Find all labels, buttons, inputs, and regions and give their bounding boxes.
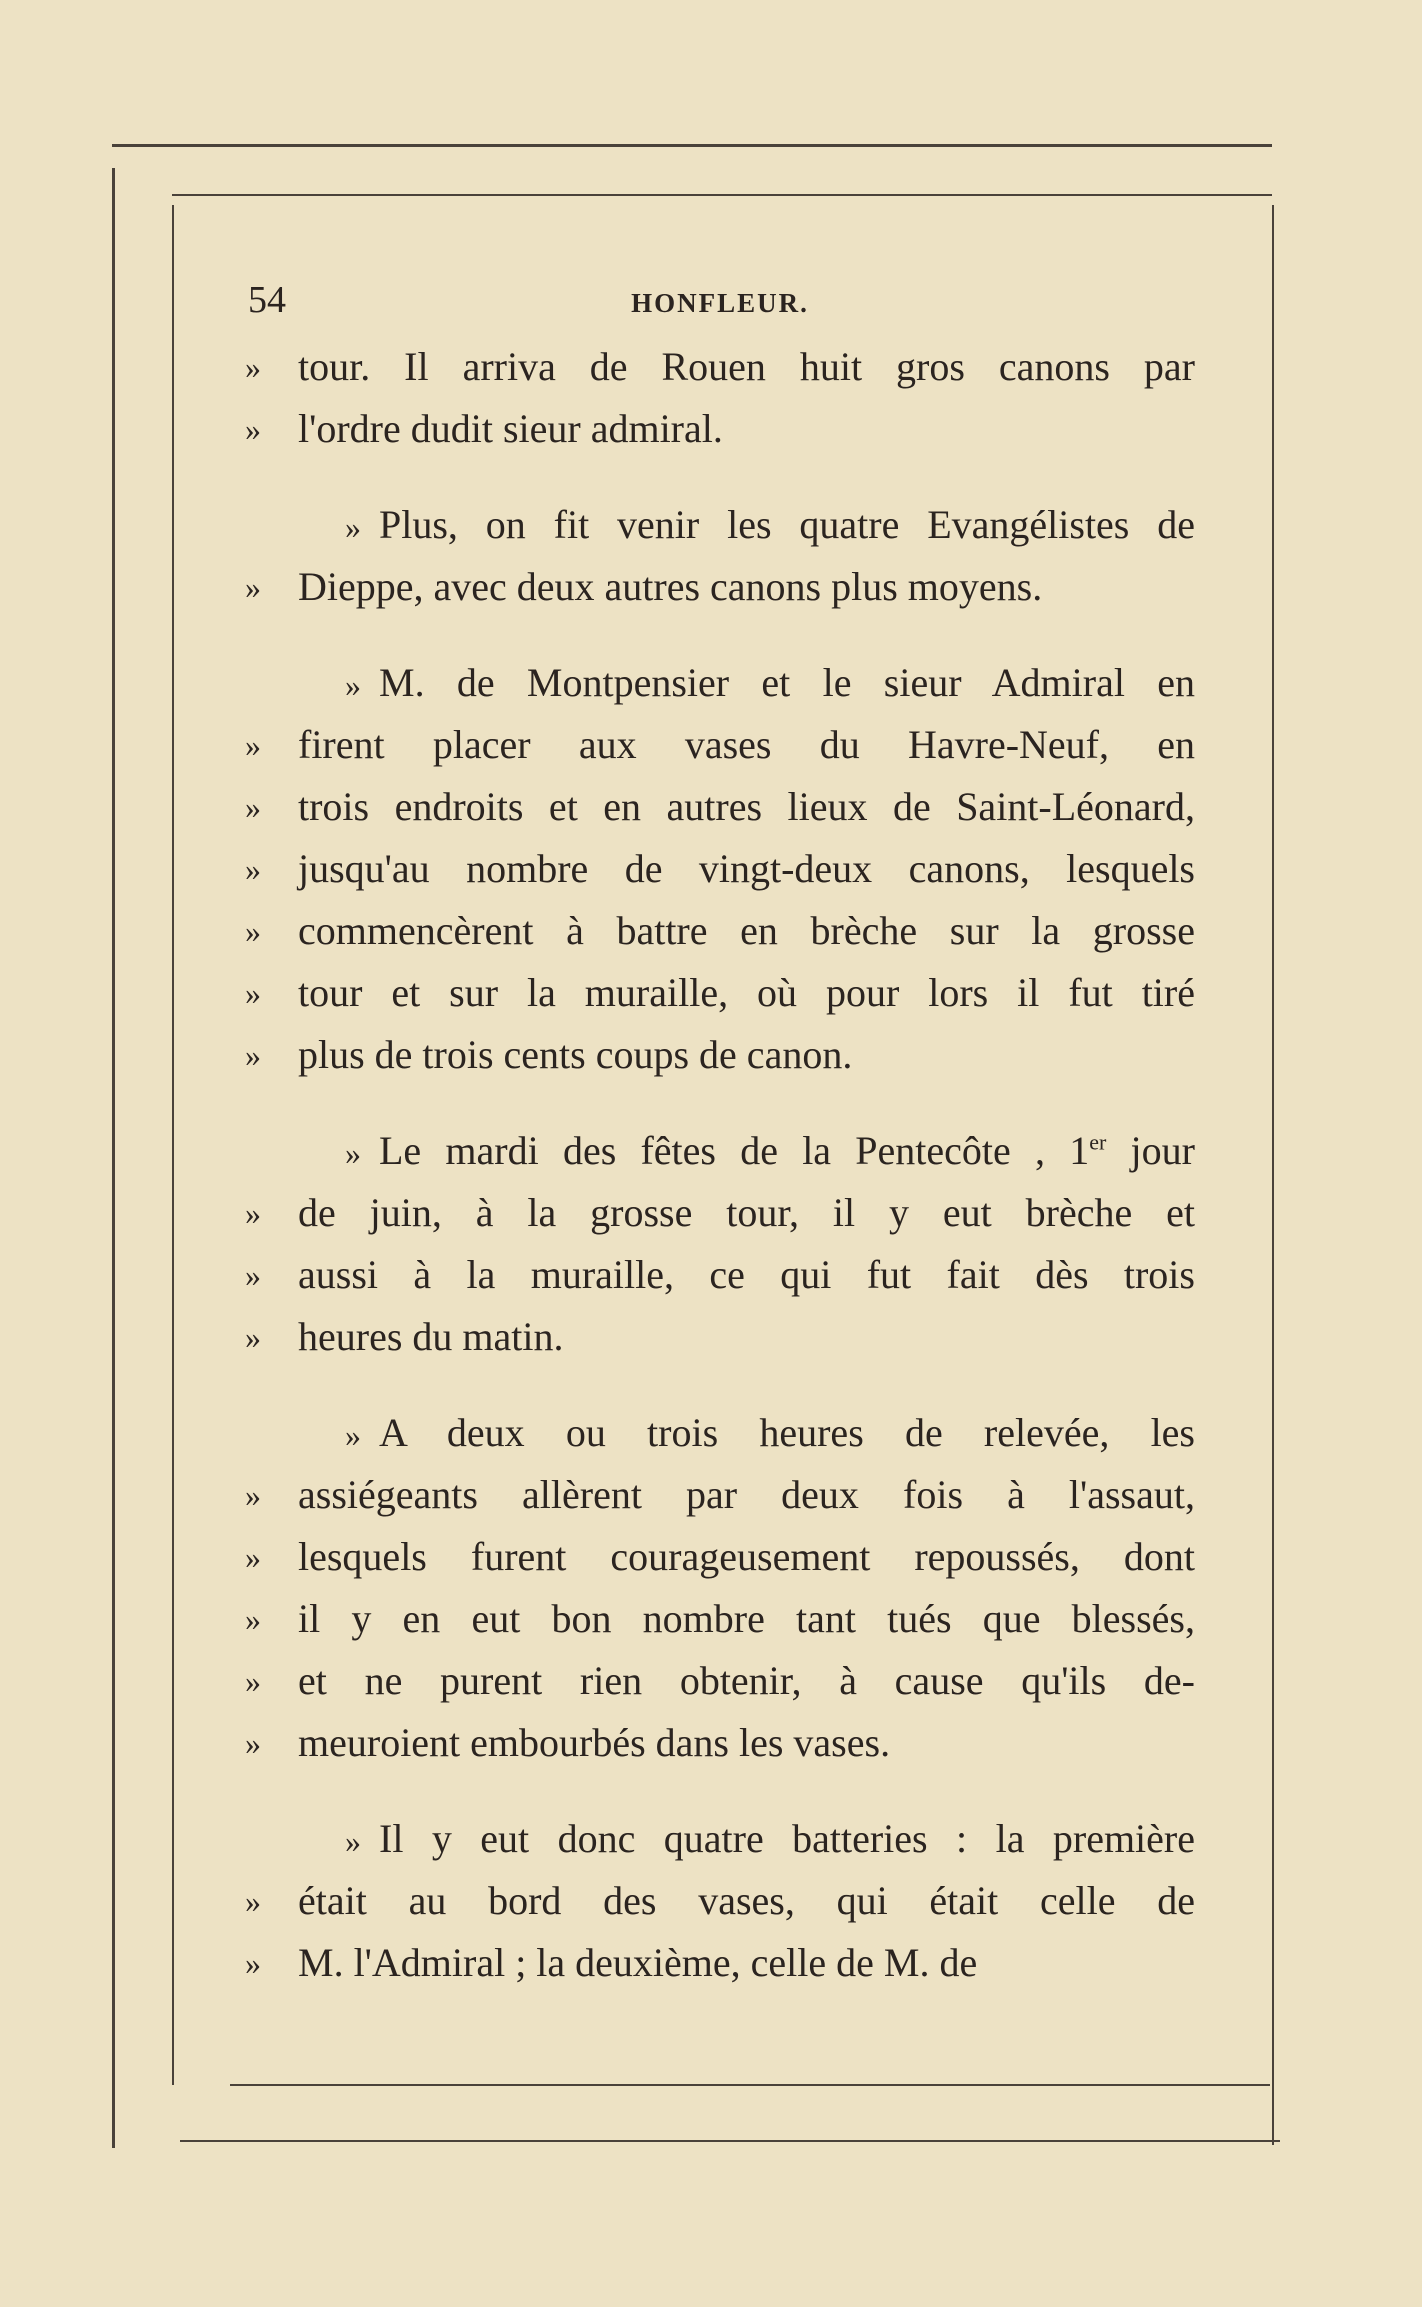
text-line bbox=[245, 1120, 1195, 1182]
page-header bbox=[245, 270, 1195, 330]
text-line bbox=[245, 1244, 1195, 1306]
line-text: de juin, à la grosse tour, il y eut brèche et bbox=[298, 1190, 1195, 1235]
page-area bbox=[245, 270, 1195, 2028]
paragraph bbox=[245, 336, 1195, 460]
text-line bbox=[245, 1306, 1195, 1368]
text-line bbox=[245, 652, 1195, 714]
line-text: » A deux ou trois heures de relevée, les bbox=[345, 1410, 1195, 1455]
quote-mark: » bbox=[245, 1539, 261, 1575]
running-title: HONFLEUR. bbox=[631, 288, 809, 318]
line-text: tour et sur la muraille, où pour lors il fut tiré bbox=[298, 970, 1195, 1015]
text-line bbox=[245, 1182, 1195, 1244]
paragraph bbox=[245, 494, 1195, 618]
text-line bbox=[245, 962, 1195, 1024]
text-line bbox=[245, 1712, 1195, 1774]
text-line bbox=[245, 1526, 1195, 1588]
quote-mark: » bbox=[345, 509, 361, 545]
quote-mark: » bbox=[245, 1037, 261, 1073]
line-text: tour. Il arriva de Rouen huit gros canons par bbox=[298, 344, 1195, 389]
inner-left-rule bbox=[172, 205, 174, 2085]
text-line bbox=[245, 838, 1195, 900]
line-text: » Le mardi des fêtes de la Pentecôte , 1er jour bbox=[345, 1128, 1195, 1173]
text-line bbox=[245, 1024, 1195, 1086]
line-text: assiégeants allèrent par deux fois à l'assaut, bbox=[298, 1472, 1195, 1517]
line-text: » Il y eut donc quatre batteries : la première bbox=[345, 1816, 1195, 1861]
text-line bbox=[245, 1588, 1195, 1650]
superscript: er bbox=[1089, 1129, 1107, 1155]
bottom-rule bbox=[180, 2140, 1280, 2142]
text-line bbox=[245, 1808, 1195, 1870]
line-text: jusqu'au nombre de vingt-deux canons, lesquels bbox=[298, 846, 1195, 891]
text-line bbox=[245, 336, 1195, 398]
paragraph bbox=[245, 652, 1195, 1086]
body-text bbox=[245, 336, 1195, 1994]
quote-mark: » bbox=[245, 1725, 261, 1761]
quote-mark: » bbox=[345, 667, 361, 703]
line-text: heures du matin. bbox=[298, 1314, 564, 1359]
text-line bbox=[245, 776, 1195, 838]
line-text: trois endroits et en autres lieux de Saint-Léonard, bbox=[298, 784, 1195, 829]
page-number: 54 bbox=[248, 279, 286, 321]
text-line bbox=[245, 1932, 1195, 1994]
quote-mark: » bbox=[345, 1135, 361, 1171]
text-line bbox=[245, 398, 1195, 460]
text-line bbox=[245, 900, 1195, 962]
right-rule bbox=[1272, 205, 1274, 2145]
line-text: l'ordre dudit sieur admiral. bbox=[298, 406, 723, 451]
line-text: meuroient embourbés dans les vases. bbox=[298, 1720, 891, 1765]
quote-mark: » bbox=[245, 1601, 261, 1637]
left-rule bbox=[112, 168, 115, 2148]
quote-mark: » bbox=[245, 1945, 261, 1981]
top-rule bbox=[112, 144, 1272, 147]
line-text: était au bord des vases, qui était celle de bbox=[298, 1878, 1195, 1923]
text-line bbox=[245, 1402, 1195, 1464]
text-line bbox=[245, 714, 1195, 776]
line-text: Dieppe, avec deux autres canons plus moyens. bbox=[298, 564, 1043, 609]
quote-mark: » bbox=[245, 411, 261, 447]
line-text: firent placer aux vases du Havre-Neuf, en bbox=[298, 722, 1195, 767]
paragraph bbox=[245, 1808, 1195, 1994]
quote-mark: » bbox=[245, 1663, 261, 1699]
quote-mark: » bbox=[245, 975, 261, 1011]
text-line bbox=[245, 494, 1195, 556]
quote-mark: » bbox=[245, 1195, 261, 1231]
paragraph bbox=[245, 1402, 1195, 1774]
line-text: lesquels furent courageusement repoussés, dont bbox=[298, 1534, 1195, 1579]
inner-bottom-rule bbox=[230, 2084, 1270, 2086]
line-text: et ne purent rien obtenir, à cause qu'ils de- bbox=[298, 1658, 1195, 1703]
line-text: plus de trois cents coups de canon. bbox=[298, 1032, 853, 1077]
text-line bbox=[245, 1870, 1195, 1932]
text-line bbox=[245, 556, 1195, 618]
line-text: il y en eut bon nombre tant tués que blessés, bbox=[298, 1596, 1195, 1641]
line-text: M. l'Admiral ; la deuxième, celle de M. de bbox=[298, 1940, 978, 1985]
text-line bbox=[245, 1650, 1195, 1712]
quote-mark: » bbox=[245, 569, 261, 605]
line-text: commencèrent à battre en brèche sur la grosse bbox=[298, 908, 1195, 953]
quote-mark: » bbox=[245, 727, 261, 763]
quote-mark: » bbox=[245, 789, 261, 825]
quote-mark: » bbox=[245, 1319, 261, 1355]
quote-mark: » bbox=[345, 1417, 361, 1453]
quote-mark: » bbox=[245, 1883, 261, 1919]
line-text: » M. de Montpensier et le sieur Admiral en bbox=[345, 660, 1195, 705]
quote-mark: » bbox=[245, 349, 261, 385]
text-line bbox=[245, 1464, 1195, 1526]
quote-mark: » bbox=[245, 1477, 261, 1513]
quote-mark: » bbox=[245, 851, 261, 887]
quote-mark: » bbox=[245, 1257, 261, 1293]
paragraph bbox=[245, 1120, 1195, 1368]
line-text: » Plus, on fit venir les quatre Evangélistes de bbox=[345, 502, 1195, 547]
quote-mark: » bbox=[245, 913, 261, 949]
inner-top-rule bbox=[172, 194, 1272, 196]
line-text: aussi à la muraille, ce qui fut fait dès trois bbox=[298, 1252, 1195, 1297]
quote-mark: » bbox=[345, 1823, 361, 1859]
